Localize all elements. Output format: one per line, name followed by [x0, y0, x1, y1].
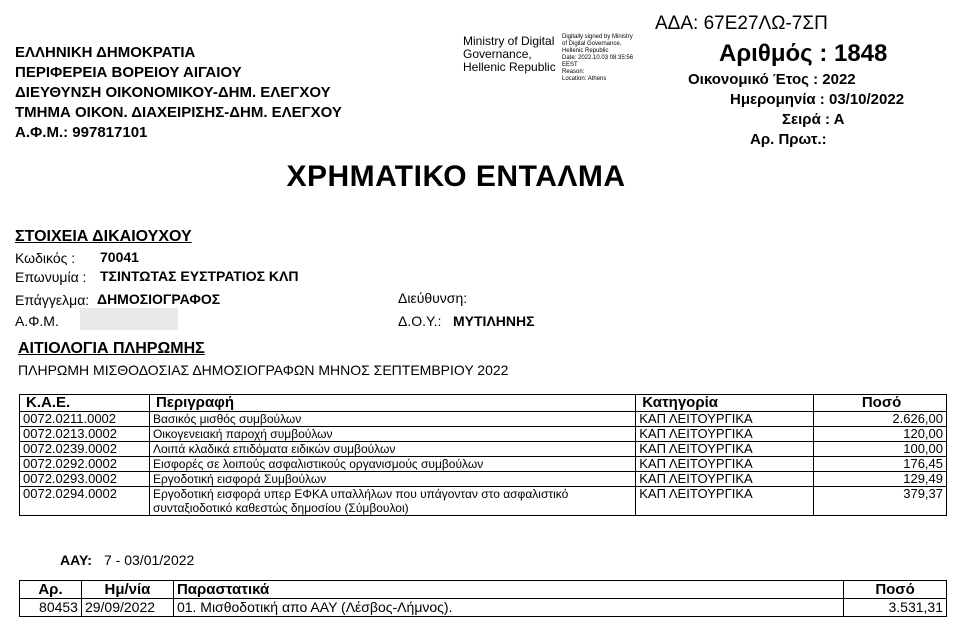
afm-label: Α.Φ.Μ.	[15, 313, 59, 329]
doc-date-header: Ημ/νία	[81, 581, 173, 599]
ada-code: ΑΔΑ: 67Ε27ΛΩ-7ΣΠ	[655, 13, 828, 34]
redacted-afm	[80, 308, 178, 330]
doc-number-cell: 80453	[20, 599, 82, 617]
signature-details	[562, 34, 633, 83]
code-value: 70041	[100, 249, 139, 265]
issuer-afm: Α.Φ.Μ.: 997817101	[15, 124, 148, 141]
category-cell: ΚΑΠ ΛΕΙΤΟΥΡΓΙΚΑ	[636, 427, 814, 442]
profession-value: ΔΗΜΟΣΙΟΓΡΑΦΟΣ	[97, 291, 221, 307]
category-header: Κατηγορία	[636, 395, 814, 412]
doc-description-cell: 01. Μισθοδοτική απο ΑΑΥ (Λέσβος-Λήμνος).	[173, 599, 843, 617]
signature-org-line: Ministry of Digital	[463, 34, 555, 48]
kae-table	[19, 394, 947, 516]
issuer-country: ΕΛΛΗΝΙΚΗ ΔΗΜΟΚΡΑΤΙΑ	[15, 44, 196, 61]
page-title: ΧΡΗΜΑΤΙΚΟ ΕΝΤΑΛΜΑ	[286, 160, 626, 193]
doc-number-header: Αρ.	[20, 581, 82, 599]
amount-cell: 2.626,00	[814, 412, 947, 427]
kae-cell: 0072.0239.0002	[20, 442, 150, 457]
doc-amount-header: Ποσό	[844, 581, 947, 599]
category-cell: ΚΑΠ ΛΕΙΤΟΥΡΓΙΚΑ	[636, 457, 814, 472]
doy-label: Δ.Ο.Υ.:	[398, 313, 442, 329]
profession-label: Επάγγελμα:	[15, 292, 90, 308]
description-header: Περιγραφή	[149, 395, 635, 412]
table-row	[20, 427, 947, 442]
kae-cell: 0072.0293.0002	[20, 472, 150, 487]
signature-detail-line: Digitally signed by Ministry	[562, 34, 633, 40]
description-cell: Εισφορές σε λοιπούς ασφαλιστικούς οργανισμούς συμβούλων	[149, 457, 635, 472]
kae-cell: 0072.0294.0002	[20, 487, 150, 516]
category-cell: ΚΑΠ ΛΕΙΤΟΥΡΓΙΚΑ	[636, 442, 814, 457]
signature-detail-line: Location: Athens	[562, 76, 607, 82]
document-date: Ημερομηνία : 03/10/2022	[730, 91, 905, 108]
signature-detail-line: Reason:	[562, 69, 585, 75]
payment-section-title: ΑΙΤΙΟΛΟΓΙΑ ΠΛΗΡΩΜΗΣ	[18, 340, 205, 357]
amount-cell: 129,49	[814, 472, 947, 487]
category-cell: ΚΑΠ ΛΕΙΤΟΥΡΓΙΚΑ	[636, 487, 814, 516]
category-cell: ΚΑΠ ΛΕΙΤΟΥΡΓΙΚΑ	[636, 412, 814, 427]
doy-value: ΜΥΤΙΛΗΝΗΣ	[453, 313, 535, 329]
table-row	[20, 412, 947, 427]
beneficiary-section-title: ΣΤΟΙΧΕΙΑ ΔΙΚΑΙΟΥΧΟΥ	[15, 228, 192, 245]
doc-date-cell: 29/09/2022	[81, 599, 173, 617]
description-cell: Λοιπά κλαδικά επιδόματα ειδικών συμβούλων	[149, 442, 635, 457]
documents-table	[19, 580, 947, 617]
fiscal-year: Οικονομικό Έτος : 2022	[688, 71, 856, 88]
aay-value: 7 - 03/01/2022	[104, 552, 195, 568]
code-label: Κωδικός :	[15, 250, 76, 266]
table-row	[20, 487, 947, 516]
protocol-number: Αρ. Πρωτ.:	[750, 131, 827, 148]
signature-org-line: Hellenic Republic	[463, 60, 556, 74]
amount-cell: 176,45	[814, 457, 947, 472]
table-row	[20, 442, 947, 457]
series: Σειρά : Α	[782, 111, 845, 128]
table-row	[20, 457, 947, 472]
signature-organization	[463, 35, 556, 74]
kae-header: Κ.Α.Ε.	[20, 395, 150, 412]
signature-detail-line: EEST	[562, 62, 578, 68]
issuer-block	[15, 43, 342, 143]
amount-cell: 379,37	[814, 487, 947, 516]
signature-org-line: Governance,	[463, 47, 532, 61]
kae-cell: 0072.0213.0002	[20, 427, 150, 442]
amount-cell: 120,00	[814, 427, 947, 442]
amount-cell: 100,00	[814, 442, 947, 457]
kae-cell: 0072.0292.0002	[20, 457, 150, 472]
description-cell: Εργοδοτική εισφορά Συμβούλων	[149, 472, 635, 487]
issuer-region: ΠΕΡΙΦΕΡΕΙΑ ΒΟΡΕΙΟΥ ΑΙΓΑΙΟΥ	[15, 64, 242, 81]
name-label: Επωνυμία :	[15, 269, 87, 285]
name-value: ΤΣΙΝΤΩΤΑΣ ΕΥΣΤΡΑΤΙΟΣ ΚΛΠ	[100, 268, 299, 284]
payment-reason: ΠΛΗΡΩΜΗ ΜΙΣΘΟΔΟΣΙΑΣ ΔΗΜΟΣΙΟΓΡΑΦΩΝ ΜΗΝΟΣ ΣΕΠΤΕΜΒΡΙΟΥ 2022	[18, 362, 509, 378]
category-cell: ΚΑΠ ΛΕΙΤΟΥΡΓΙΚΑ	[636, 472, 814, 487]
table-row	[20, 472, 947, 487]
kae-cell: 0072.0211.0002	[20, 412, 150, 427]
issuer-directorate: ΔΙΕΥΘΥΝΣΗ ΟΙΚΟΝΟΜΙΚΟΥ-ΔΗΜ. ΕΛΕΓΧΟΥ	[15, 84, 331, 101]
document-number: Αριθμός : 1848	[719, 40, 888, 67]
signature-detail-line: Hellenic Republic	[562, 48, 609, 54]
doc-amount-cell: 3.531,31	[844, 599, 947, 617]
signature-detail-line: Date: 2022.10.03 08:35:56	[562, 55, 634, 61]
documents-header: Παραστατικά	[173, 581, 843, 599]
address-label: Διεύθυνση:	[398, 290, 468, 306]
table-row	[20, 599, 947, 617]
documents-table-header	[20, 581, 947, 599]
aay-label: ΑΑΥ:	[60, 552, 92, 568]
description-cell: Οικογενειακή παροχή συμβούλων	[149, 427, 635, 442]
amount-header: Ποσό	[814, 395, 947, 412]
issuer-department: ΤΜΗΜΑ ΟΙΚΟΝ. ΔΙΑΧΕΙΡΙΣΗΣ-ΔΗΜ. ΕΛΕΓΧΟΥ	[15, 104, 342, 121]
kae-table-header	[20, 395, 947, 412]
description-cell: Βασικός μισθός συμβούλων	[149, 412, 635, 427]
signature-detail-line: of Digital Governance,	[562, 41, 622, 47]
description-cell: Εργοδοτική εισφορά υπερ ΕΦΚΑ υπαλλήλων που υπάγονταν στο ασφαλιστικό συνταξιοδοτικό καθεστώς δημοσίου (Σύμβουλοι)	[149, 487, 635, 516]
